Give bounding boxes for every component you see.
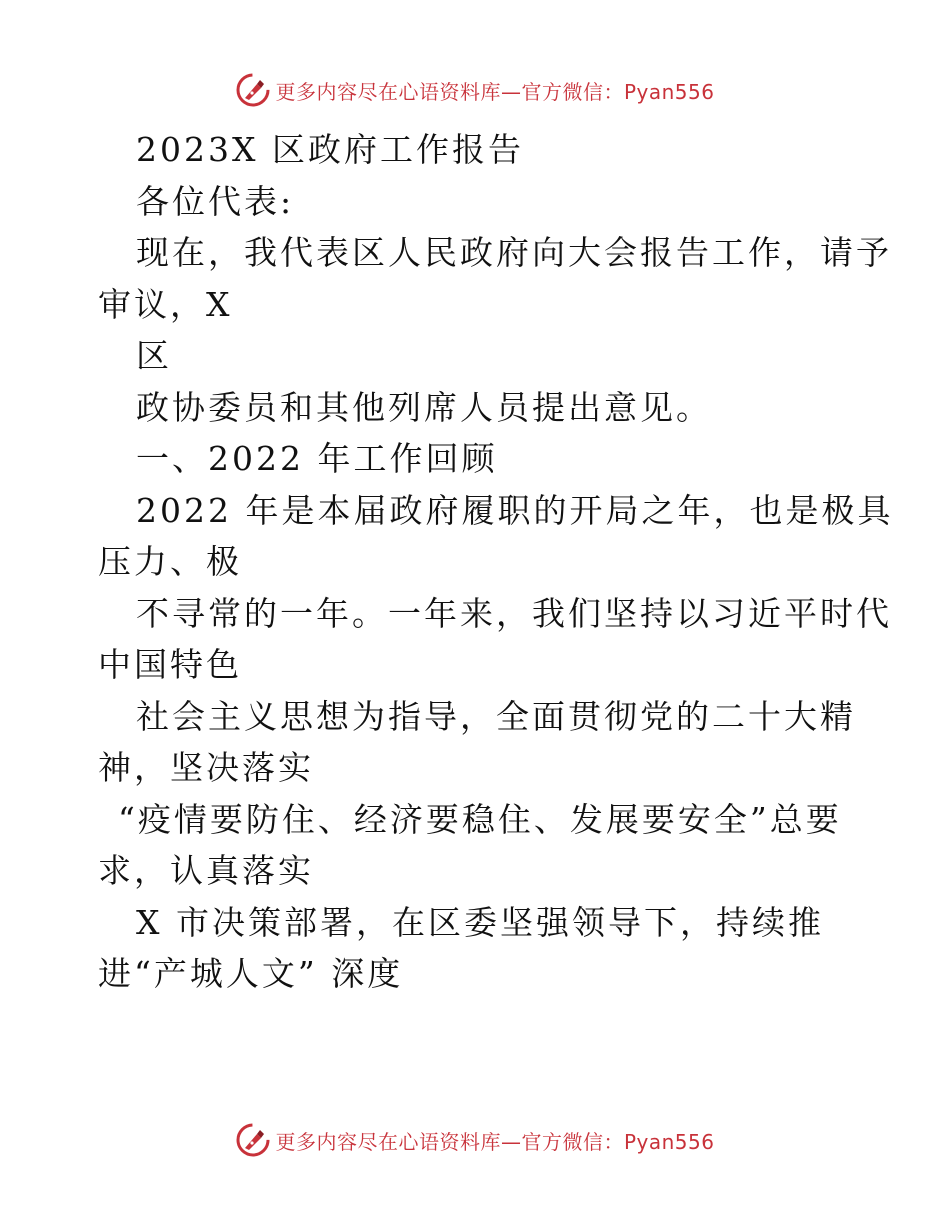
watermark-banner-bottom: [0, 1120, 950, 1160]
paragraph-line: 社会主义思想为指导，全面贯彻党的二十大精: [136, 696, 856, 736]
paragraph-line: “疫情要防住、经济要稳住、发展要安全”总要: [118, 799, 842, 839]
paragraph-line: 2022 年是本届政府履职的开局之年，也是极具: [136, 490, 894, 530]
pen-nib-icon: [235, 72, 271, 108]
paragraph-line: 审议，X: [98, 284, 233, 324]
pen-nib-icon: [235, 1122, 271, 1158]
paragraph-line: 压力、极: [98, 542, 242, 581]
watermark-banner-top: [0, 70, 950, 110]
salutation: 各位代表:: [136, 181, 295, 221]
watermark-text: 更多内容尽在心语资料库—官方微信：Pyan556: [275, 1129, 715, 1154]
paragraph-line: 求，认真落实: [98, 851, 314, 890]
paragraph-line: 政协委员和其他列席人员提出意见。: [136, 387, 712, 427]
paragraph-line: 神，坚决落实: [98, 748, 314, 787]
paragraph-line: X 市决策部署，在区委坚强领导下，持续推: [136, 902, 824, 942]
section-heading: 一、2022 年工作回顾: [136, 439, 498, 478]
paragraph-line: 不寻常的一年。一年来，我们坚持以习近平时代: [136, 593, 892, 633]
paragraph-line: 进“产城人文” 深度: [98, 954, 404, 993]
paragraph-line: 区: [136, 336, 172, 375]
paragraph-line: 现在，我代表区人民政府向大会报告工作，请予: [136, 233, 892, 272]
document-title: 2023X 区政府工作报告: [136, 130, 524, 169]
watermark-text: 更多内容尽在心语资料库—官方微信：Pyan556: [275, 79, 715, 104]
paragraph-line: 中国特色: [98, 645, 242, 684]
document-body: [0, 124, 950, 1000]
